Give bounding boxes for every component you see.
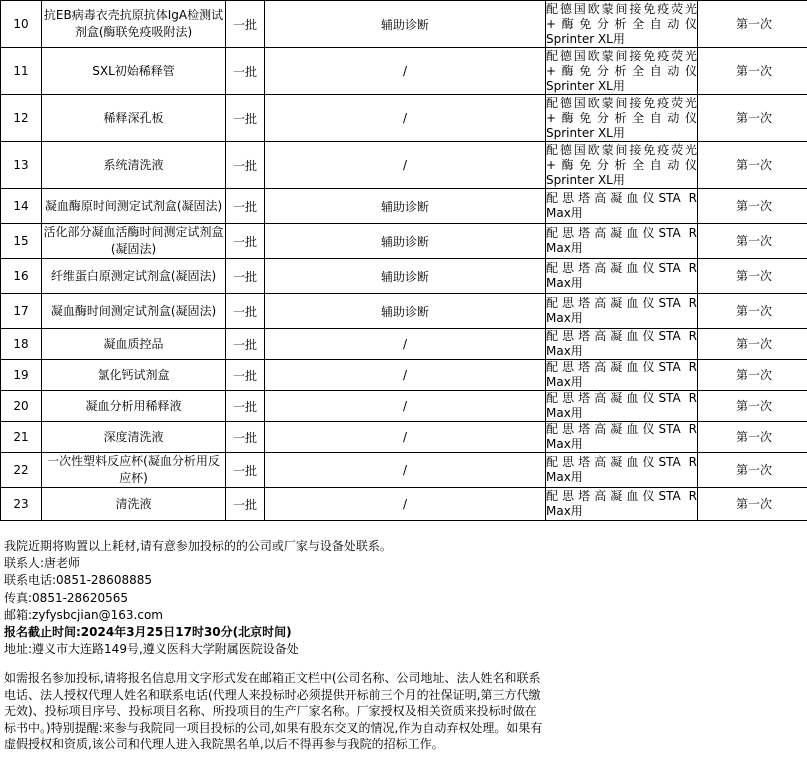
table-row [1, 259, 807, 294]
row-number: 21 [1, 422, 42, 453]
item-unit: 一批 [226, 360, 265, 391]
table-row [1, 189, 807, 224]
contact-email: 邮箱:zyfysbcjian@163.com [4, 607, 164, 622]
item-note [546, 422, 698, 453]
purchase-times [698, 1, 807, 48]
item-unit: 一批 [226, 391, 265, 422]
row-number: 11 [1, 48, 42, 95]
purchase-times [698, 189, 807, 224]
item-note [546, 391, 698, 422]
item-purpose: 辅助诊断 [265, 189, 546, 224]
item-name: 凝血分析用稀释液 [42, 391, 226, 422]
note-line: 配思塔高凝血仪STA R [546, 422, 697, 436]
purchase-times [698, 422, 807, 453]
row-number: 13 [1, 142, 42, 189]
item-name: 清洗液 [42, 488, 226, 521]
purchase-times [698, 294, 807, 329]
item-name: 抗EB病毒衣壳抗原抗体IgA检测试剂盒(酶联免疫吸附法) [42, 1, 226, 48]
item-purpose: / [265, 95, 546, 142]
note-line: 配思塔高凝血仪STA R [546, 489, 697, 503]
purchase-times [698, 224, 807, 259]
item-name: SXL初始稀释管 [42, 48, 226, 95]
item-name: 稀释深孔板 [42, 95, 226, 142]
note-line: Max用 [546, 406, 583, 420]
note-line: 配思塔高凝血仪STA R [546, 391, 697, 405]
item-purpose: / [265, 488, 546, 521]
item-note [546, 1, 698, 48]
item-name: 系统清洗液 [42, 142, 226, 189]
item-purpose: 辅助诊断 [265, 294, 546, 329]
item-unit: 一批 [226, 48, 265, 95]
purchase-times-label: 第一次 [735, 64, 772, 78]
note-line: Max用 [546, 206, 583, 220]
item-unit: 一批 [226, 488, 265, 521]
purchase-times-label: 第一次 [735, 497, 772, 511]
note-line: Max用 [546, 311, 583, 325]
item-purpose: / [265, 422, 546, 453]
note-line: Sprinter XL用 [546, 172, 625, 187]
purchase-times [698, 329, 807, 360]
purchase-times-label: 第一次 [735, 368, 772, 382]
table-row [1, 48, 807, 95]
row-number: 14 [1, 189, 42, 224]
item-name: 凝血质控品 [42, 329, 226, 360]
contact-notice [4, 538, 544, 658]
contact-person: 联系人:唐老师 [4, 556, 81, 571]
note-line: Max用 [546, 375, 583, 389]
note-line: Max用 [546, 344, 583, 358]
purchase-times-label: 第一次 [735, 17, 772, 31]
note-line: 配德国欧蒙间接免疫荧光 [546, 48, 697, 63]
table-row [1, 391, 807, 422]
table-row [1, 360, 807, 391]
note-line: +酶免分析全自动仪 [546, 63, 697, 78]
row-number: 10 [1, 1, 42, 48]
purchase-times-label: 第一次 [735, 199, 772, 213]
table-row [1, 95, 807, 142]
purchase-times-label: 第一次 [735, 337, 772, 351]
item-purpose: / [265, 453, 546, 488]
item-purpose: 辅助诊断 [265, 1, 546, 48]
item-purpose: / [265, 48, 546, 95]
item-unit: 一批 [226, 95, 265, 142]
table-row [1, 142, 807, 189]
note-line: 配德国欧蒙间接免疫荧光 [546, 142, 697, 157]
purchase-times [698, 142, 807, 189]
table-row [1, 294, 807, 329]
item-unit: 一批 [226, 224, 265, 259]
note-line: 配思塔高凝血仪STA R [546, 455, 697, 469]
table-row [1, 453, 807, 488]
purchase-times [698, 259, 807, 294]
note-line: 配思塔高凝血仪STA R [546, 191, 697, 205]
item-unit: 一批 [226, 189, 265, 224]
row-number: 22 [1, 453, 42, 488]
note-line: 配思塔高凝血仪STA R [546, 329, 697, 343]
contact-fax: 传真:0851-28620565 [4, 590, 128, 605]
item-note [546, 224, 698, 259]
note-line: Max用 [546, 241, 583, 255]
purchase-times-label: 第一次 [735, 430, 772, 444]
item-purpose: / [265, 142, 546, 189]
note-line: +酶免分析全自动仪 [546, 16, 697, 31]
purchase-times [698, 391, 807, 422]
purchase-times [698, 48, 807, 95]
note-line: 配思塔高凝血仪STA R [546, 360, 697, 374]
item-unit: 一批 [226, 142, 265, 189]
note-line: 配德国欧蒙间接免疫荧光 [546, 95, 697, 110]
purchase-times-label: 第一次 [735, 269, 772, 283]
item-name: 凝血酶时间测定试剂盒(凝固法) [42, 294, 226, 329]
row-number: 15 [1, 224, 42, 259]
registration-instructions: 如需报名参加投标,请将报名信息用文字形式发在邮箱正文栏中(公司名称、公司地址、法人姓名和联系电话、法人授权代理人姓名和联系电话(代理人来投标时必须提供开标前三个月的社保证明,第三方代缴无效)、投标项目序号、投标项目名称、所投项目的生产厂家名称。厂家授权及相关资质来投标时做在标书中。)特别提醒:来参与我院同一项目投标的公司,如果有股东交叉的情况,作为自动弃权处理。如果有虚假授权和资质,该公司和代理人进入我院黑名单,以后不得再参与我院的招标工作。 [4, 671, 543, 751]
item-name: 凝血酶原时间测定试剂盒(凝固法) [42, 189, 226, 224]
purchase-times-label: 第一次 [735, 234, 772, 248]
item-note [546, 488, 698, 521]
note-line: Max用 [546, 437, 583, 451]
item-note [546, 294, 698, 329]
note-line: +酶免分析全自动仪 [546, 157, 697, 172]
item-name: 纤维蛋白原测定试剂盒(凝固法) [42, 259, 226, 294]
purchase-times [698, 95, 807, 142]
item-purpose: / [265, 360, 546, 391]
item-purpose: / [265, 391, 546, 422]
item-note [546, 95, 698, 142]
item-note [546, 259, 698, 294]
item-name: 一次性塑料反应杯(凝血分析用反应杯) [42, 453, 226, 488]
purchase-times [698, 488, 807, 521]
purchase-times-label: 第一次 [735, 158, 772, 172]
purchase-times-label: 第一次 [735, 463, 772, 477]
item-note [546, 360, 698, 391]
note-line: +酶免分析全自动仪 [546, 110, 697, 125]
note-line: 配思塔高凝血仪STA R [546, 296, 697, 310]
table-row [1, 422, 807, 453]
row-number: 19 [1, 360, 42, 391]
note-line: 配思塔高凝血仪STA R [546, 261, 697, 275]
item-note [546, 329, 698, 360]
row-number: 16 [1, 259, 42, 294]
note-line: Max用 [546, 470, 583, 484]
contact-address: 地址:遵义市大连路149号,遵义医科大学附属医院设备处 [4, 642, 299, 657]
row-number: 18 [1, 329, 42, 360]
note-line: Max用 [546, 504, 583, 518]
contact-phone: 联系电话:0851-28608885 [4, 573, 152, 588]
table-row [1, 224, 807, 259]
purchase-times-label: 第一次 [735, 304, 772, 318]
item-note [546, 453, 698, 488]
row-number: 17 [1, 294, 42, 329]
item-purpose: 辅助诊断 [265, 224, 546, 259]
table-body [1, 1, 807, 521]
item-unit: 一批 [226, 329, 265, 360]
purchase-times-label: 第一次 [735, 399, 772, 413]
item-name: 氯化钙试剂盒 [42, 360, 226, 391]
row-number: 12 [1, 95, 42, 142]
note-line: Sprinter XL用 [546, 125, 625, 140]
registration-deadline: 报名截止时间:2024年3月25日17时30分(北京时间) [4, 625, 292, 640]
item-unit: 一批 [226, 1, 265, 48]
item-purpose: / [265, 329, 546, 360]
item-name: 深度清洗液 [42, 422, 226, 453]
item-note [546, 189, 698, 224]
note-line: 配思塔高凝血仪STA R [546, 226, 697, 240]
note-line: Max用 [546, 276, 583, 290]
table-row [1, 488, 807, 521]
row-number: 20 [1, 391, 42, 422]
table-row [1, 329, 807, 360]
note-line: Sprinter XL用 [546, 31, 625, 46]
note-line: Sprinter XL用 [546, 78, 625, 93]
item-unit: 一批 [226, 294, 265, 329]
item-unit: 一批 [226, 422, 265, 453]
item-name: 活化部分凝血活酶时间测定试剂盒(凝固法) [42, 224, 226, 259]
note-line: 配德国欧蒙间接免疫荧光 [546, 1, 697, 16]
item-unit: 一批 [226, 453, 265, 488]
table-row [1, 1, 807, 48]
purchase-times [698, 360, 807, 391]
item-note [546, 48, 698, 95]
item-purpose: 辅助诊断 [265, 259, 546, 294]
purchase-times-label: 第一次 [735, 111, 772, 125]
row-number: 23 [1, 488, 42, 521]
item-note [546, 142, 698, 189]
notice-intro: 我院近期将购置以上耗材,请有意参加投标的的公司或厂家与设备处联系。 [4, 539, 392, 553]
item-unit: 一批 [226, 259, 265, 294]
purchase-times [698, 453, 807, 488]
